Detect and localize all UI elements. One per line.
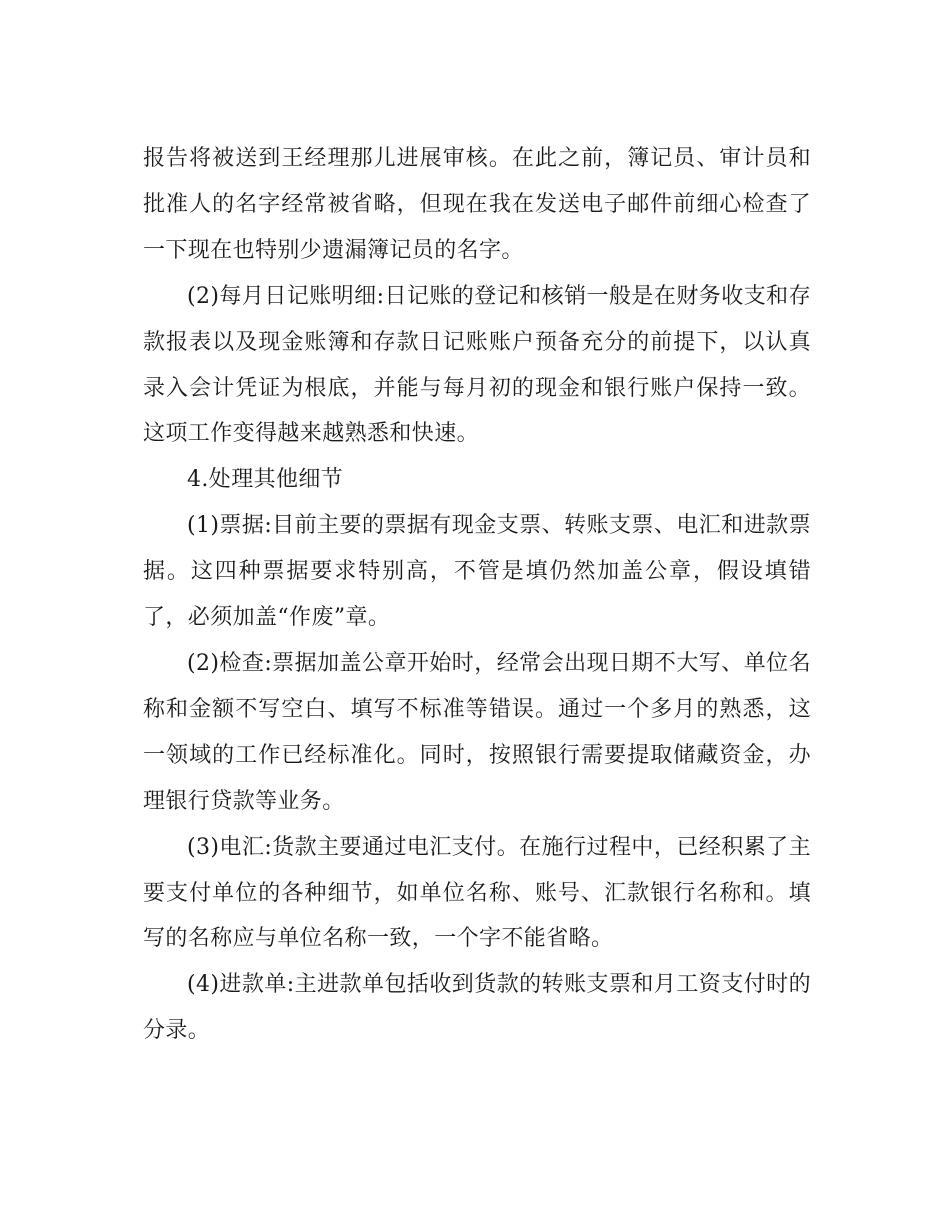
paragraph-monthly-journal: (2)每月日记账明细:日记账的登记和核销一般是在财务收支和存款报表以及现金账簿和存款日记账账户预备充分的前提下，以认真录入会计凭证为根底，并能与每月初的现金和银行账户保持一致。这项工作变得越来越熟悉和快速。: [143, 283, 811, 447]
paragraph-wire-transfer: (3)电汇:货款主要通过电汇支付。在施行过程中，已经积累了主要支付单位的各种细节，如单位名称、账号、汇款银行名称和。填写的名称应与单位名称一致，一个字不能省略。: [143, 834, 811, 952]
section-heading-other-details: 4.处理其他细节: [187, 467, 344, 493]
paragraph-report-review: 报告将被送到王经理那儿进展审核。在此之前，簿记员、审计员和批准人的名字经常被省略，但现在我在发送电子邮件前细心检查了一下现在也特别少遗漏簿记员的名字。: [143, 146, 811, 263]
paragraph-bills: (1)票据:目前主要的票据有现金支票、转账支票、电汇和进款票据。这四种票据要求特别高，不管是填仍然加盖公章，假设填错了，必须加盖“作废”章。: [143, 513, 811, 631]
document-body: [143, 136, 811, 1054]
paragraph-receipt-slip: (4)进款单:主进款单包括收到货款的转账支票和月工资支付时的分录。: [143, 972, 811, 1044]
paragraph-inspection: (2)检查:票据加盖公章开始时，经常会出现日期不大写、单位名称和金额不写空白、填写不标准等错误。通过一个多月的熟悉，这一领域的工作已经标准化。同时，按照银行需要提取储藏资金，办理银行贷款等业务。: [143, 650, 811, 814]
